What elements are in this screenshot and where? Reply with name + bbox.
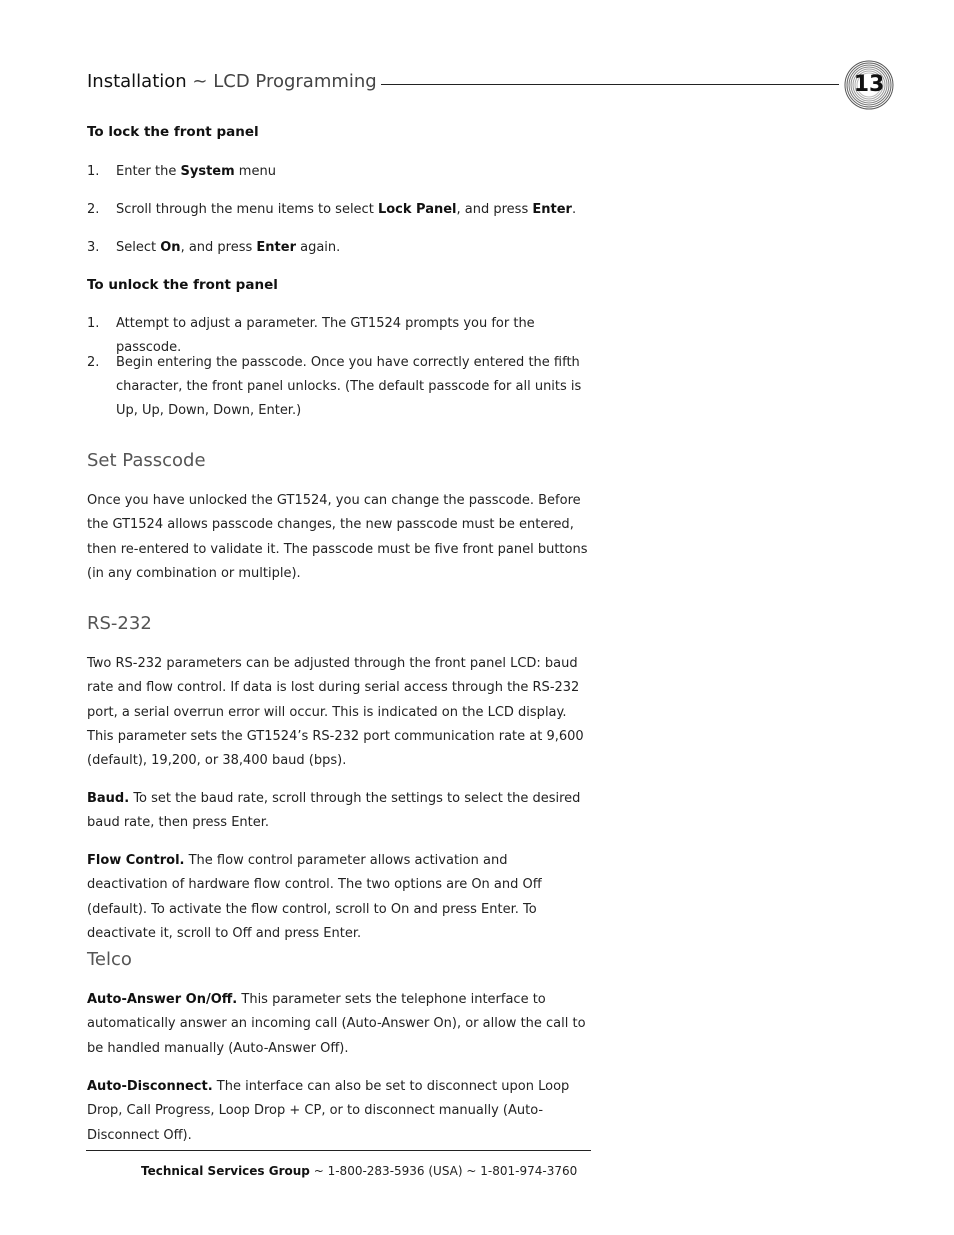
flow-control-label: Flow Control. — [87, 853, 185, 868]
menu-name: System — [180, 164, 235, 179]
footer-rule — [86, 1150, 591, 1151]
step-number: 2. — [87, 355, 100, 370]
page-header — [87, 71, 377, 92]
lock-step: 2. Scroll through the menu items to select Lock Panel, and press Enter. — [87, 198, 592, 222]
auto-answer-label: Auto-Answer On/Off. — [87, 992, 238, 1007]
page-number: 13 — [853, 72, 885, 97]
unlock-heading: To unlock the front panel — [87, 277, 278, 293]
auto-disconnect-label: Auto-Disconnect. — [87, 1079, 213, 1094]
auto-disconnect-paragraph: Auto-Disconnect. The interface can also be set to disconnect upon Loop Drop, Call Progress, Loop Drop + CP, or to disconnect manually (Auto-Disconnect Off). — [87, 1079, 570, 1143]
baud-label: Baud. — [87, 791, 130, 806]
set-passcode-paragraph: Once you have unlocked the GT1524, you can change the passcode. Before the GT1524 allows passcode changes, the new passcode must be entered, then re-entered to validate it. The passcode must be five front panel buttons (in any combination or multiple). — [87, 493, 588, 581]
auto-answer-paragraph: Auto-Answer On/Off. This parameter sets the telephone interface to automatically answer an incoming call (Auto-Answer On), or allow the call to be handled manually (Auto-Answer Off). — [87, 992, 586, 1056]
menu-item: Lock Panel — [377, 202, 457, 217]
footer-contact: ~ 1-800-283-5936 (USA) ~ 1-801-974-3760 — [309, 1164, 578, 1178]
baud-paragraph: Baud. To set the baud rate, scroll through the settings to select the desired baud rate, then press Enter. — [87, 791, 581, 831]
lock-heading: To lock the front panel — [87, 124, 259, 140]
set-passcode-heading: Set Passcode — [87, 450, 206, 471]
option-name: On — [160, 240, 181, 255]
page-footer — [141, 1164, 577, 1178]
unlock-step: 2. Begin entering the passcode. Once you have correctly entered the fifth character, the front panel unlocks. (The default passcode for all units is Up, Up, Down, Down, Enter.) — [87, 351, 592, 423]
header-title: Installation — [87, 71, 187, 92]
header-subtitle: LCD Programming — [213, 71, 377, 92]
rs232-heading: RS-232 — [87, 613, 152, 634]
step-number: 3. — [87, 240, 100, 255]
header-separator: ~ — [186, 71, 214, 92]
key-name: Enter — [532, 202, 572, 217]
rs232-paragraph: Two RS-232 parameters can be adjusted through the front panel LCD: baud rate and flow control. If data is lost during serial access through the RS-232 port, a serial overrun error will occur. This is indicated on the LCD display. This parameter sets the GT1524’s RS-232 port communication rate at 9,600 (default), 19,200, or 38,400 baud (bps). — [87, 656, 584, 769]
step-number: 1. — [87, 164, 100, 179]
flow-control-paragraph: Flow Control. The flow control parameter allows activation and deactivation of hardware flow control. The two options are On and Off (default). To activate the flow control, scroll to On and press Enter. To deactivate it, scroll to Off and press Enter. — [87, 853, 542, 941]
lock-step: 1. Enter the System menu — [87, 160, 592, 184]
footer-group: Technical Services Group — [141, 1164, 310, 1178]
step-number: 2. — [87, 202, 100, 217]
header-rule — [381, 84, 839, 85]
telco-heading: Telco — [87, 949, 132, 970]
unlock-step: 1. Attempt to adjust a parameter. The GT1524 prompts you for the passcode. — [87, 312, 592, 360]
key-name: Enter — [256, 240, 296, 255]
lock-step: 3. Select On, and press Enter again. — [87, 236, 592, 260]
step-number: 1. — [87, 316, 100, 331]
